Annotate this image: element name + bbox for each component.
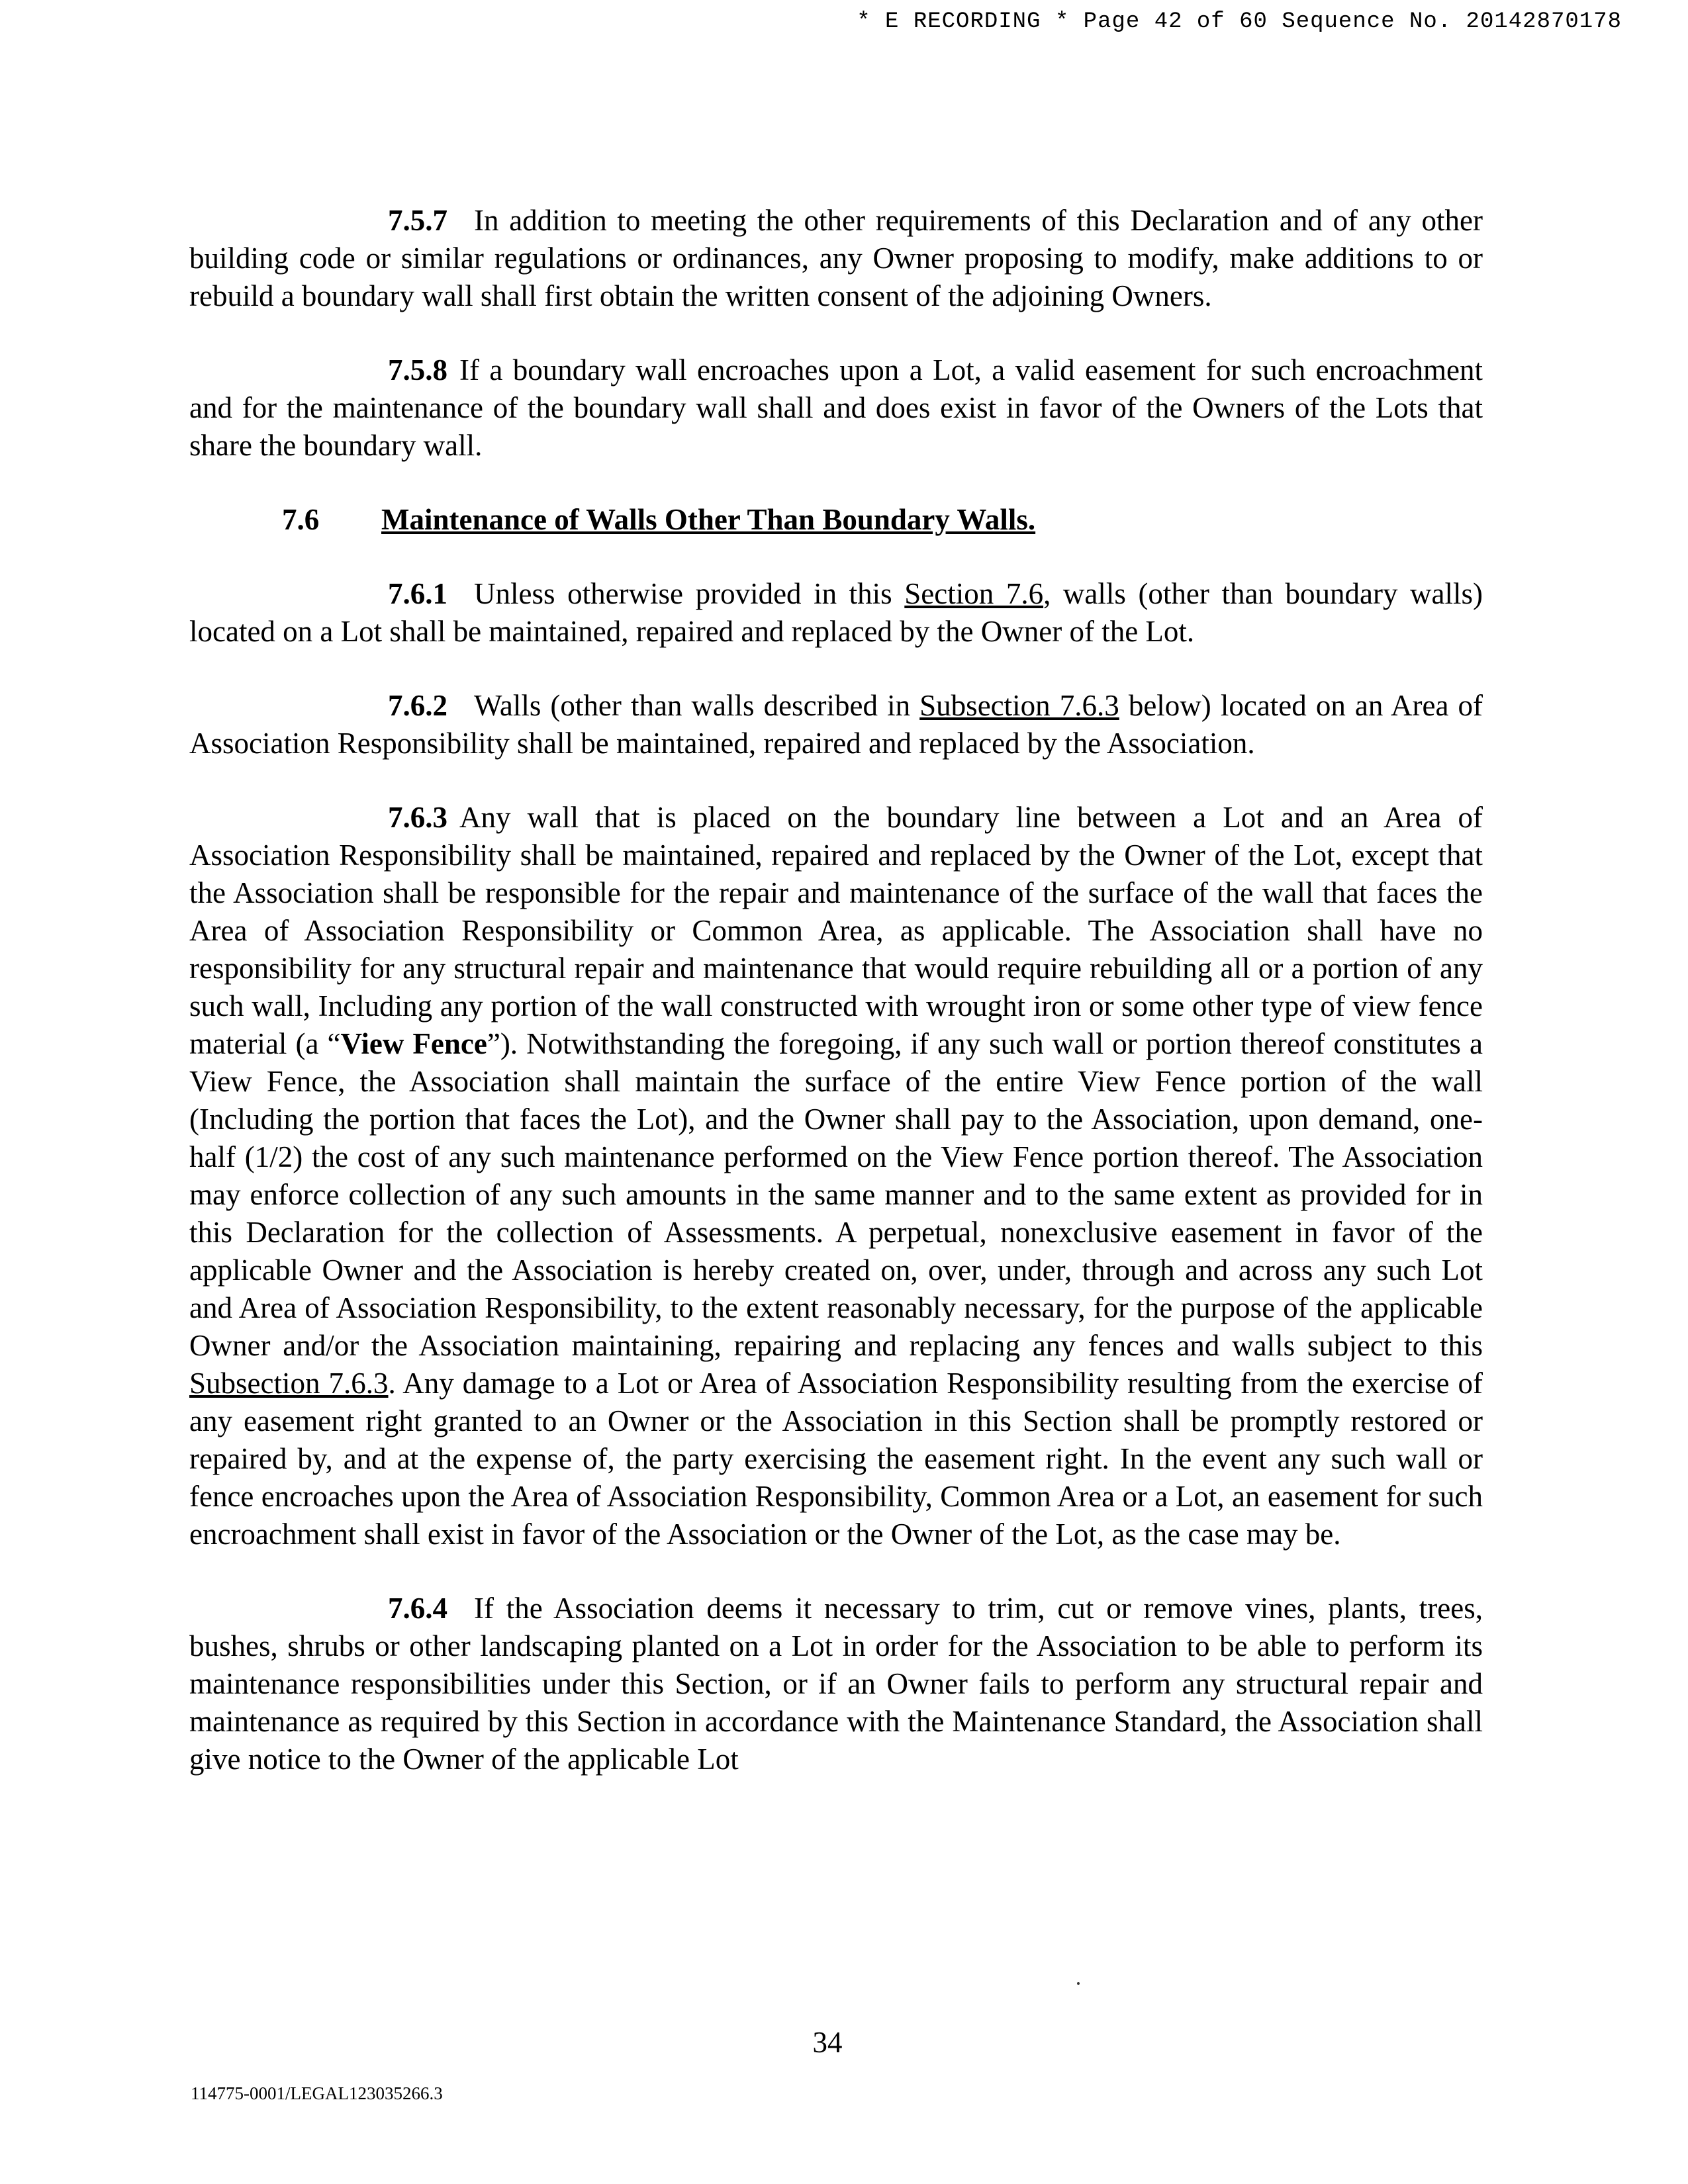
page-number: 34 <box>812 2026 843 2059</box>
section-7-6-1 <box>189 575 1483 651</box>
document-id: 114775-0001/LEGAL123035266.3 <box>191 2083 443 2103</box>
section-number: 7.6.4 <box>388 1592 447 1625</box>
section-text: , walls (other than boundary walls) located on a Lot shall be maintained, repaired and replaced by the Owner of the Lot. <box>189 577 1483 648</box>
scan-speck <box>1077 1982 1080 1985</box>
section-number: 7.6.3 <box>388 801 447 834</box>
section-text: In addition to meeting the other requirements of this Declaration and of any other building code or similar regulations or ordinances, any Owner proposing to modify, make additions to or rebuild a boundary wall shall first obtain the written consent of the adjoining Owners. <box>189 204 1483 312</box>
section-number: 7.6 <box>282 503 320 536</box>
section-reference: Subsection 7.6.3 <box>919 689 1119 722</box>
recording-header: * E RECORDING * Page 42 of 60 Sequence No. 20142870178 <box>857 9 1622 34</box>
section-text: ”). Notwithstanding the foregoing, if any such wall or portion thereof constitutes a View Fence, the Association shall maintain the surface of the entire View Fence portion of the wall (Including the portion that faces the Lot), and the Owner shall pay to the Association, upon demand, one-half (1/2) the cost of any such maintenance performed on the View Fence portion thereof. The Association may enforce collection of any such amounts in the same manner and to the same extent as provided for in this Declaration for the collection of Assessments. A perpetual, nonexclusive easement in favor of the applicable Owner and the Association is hereby created on, over, under, through and across any such Lot and Area of Association Responsibility, to the extent reasonably necessary, for the purpose of the applicable Owner and/or the Association maintaining, repairing and replacing any fences and walls subject to this <box>189 1027 1483 1362</box>
section-number: 7.5.7 <box>388 204 447 237</box>
section-number: 7.5.8 <box>388 353 447 387</box>
document-body <box>189 202 1483 1778</box>
section-7-6-4 <box>189 1590 1483 1778</box>
section-text: If a boundary wall encroaches upon a Lot, a valid easement for such encroachment and for the maintenance of the boundary wall shall and does exist in favor of the Owners of the Lots that share the boundary wall. <box>189 353 1483 462</box>
section-reference: Subsection 7.6.3 <box>189 1367 389 1400</box>
section-title: Maintenance of Walls Other Than Boundary Walls. <box>381 503 1036 536</box>
section-7-5-8 <box>189 351 1483 465</box>
section-text: below) located on an Area of Association Responsibility shall be maintained, repaired and replaced by the Association. <box>189 689 1483 760</box>
section-number: 7.6.1 <box>388 577 447 610</box>
section-text: Unless otherwise provided in this <box>474 577 892 610</box>
section-text: Walls (other than walls described in <box>474 689 911 722</box>
section-reference: Section 7.6 <box>904 577 1044 610</box>
defined-term: View Fence <box>340 1027 487 1060</box>
section-text: If the Association deems it necessary to trim, cut or remove vines, plants, trees, bushes, shrubs or other landscaping planted on a Lot in order for the Association to be able to perform its maintenance responsibilities under this Section, or if an Owner fails to perform any structural repair and maintenance as required by this Section in accordance with the Maintenance Standard, the Association shall give notice to the Owner of the applicable Lot <box>189 1592 1483 1776</box>
section-7-6-3 <box>189 799 1483 1553</box>
section-7-6-heading <box>189 501 1483 539</box>
section-text: Any wall that is placed on the boundary line between a Lot and an Area of Association Responsibility shall be maintained, repaired and replaced by the Owner of the Lot, except that the Association shall be responsible for the repair and maintenance of the surface of the wall that faces the Area of Association Responsibility or Common Area, as applicable. The Association shall have no responsibility for any structural repair and maintenance that would require rebuilding all or a portion of any such wall, Including any portion of the wall constructed with wrought iron or some other type of view fence material (a “ <box>189 801 1483 1060</box>
section-7-6-2 <box>189 687 1483 762</box>
section-text: . Any damage to a Lot or Area of Association Responsibility resulting from the exercise of any easement right granted to an Owner or the Association in this Section shall be promptly restored or repaired by, and at the expense of, the party exercising the easement right. In the event any such wall or fence encroaches upon the Area of Association Responsibility, Common Area or a Lot, an easement for such encroachment shall exist in favor of the Association or the Owner of the Lot, as the case may be. <box>189 1367 1483 1551</box>
section-number: 7.6.2 <box>388 689 447 722</box>
section-7-5-7 <box>189 202 1483 315</box>
